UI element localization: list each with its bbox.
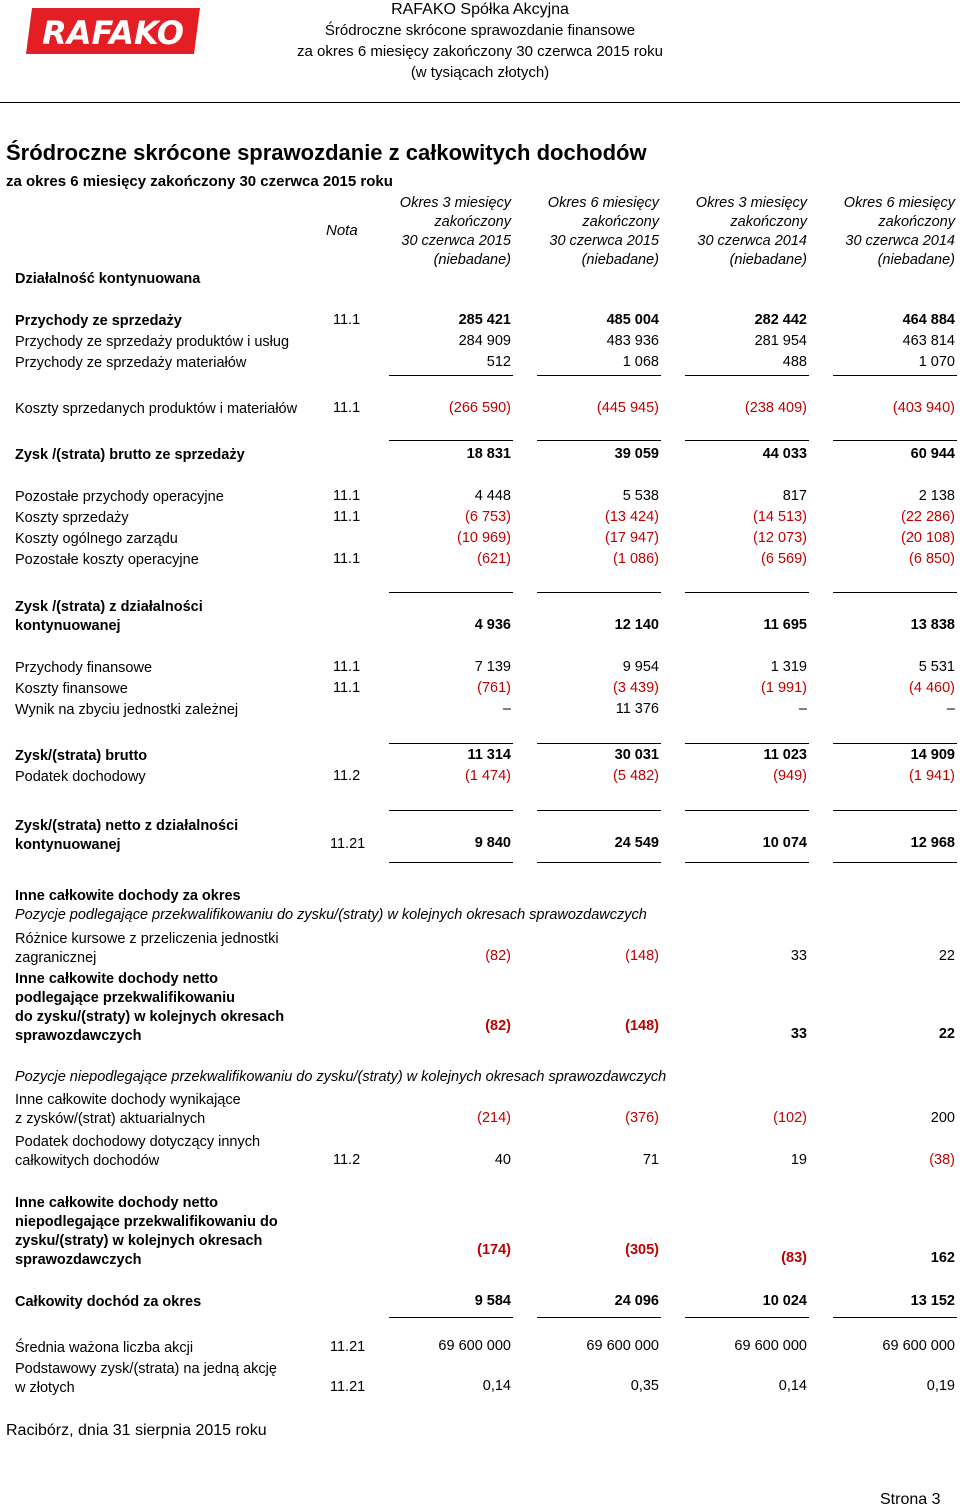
value-r1-c1: 285 421 — [458, 312, 511, 328]
value-r3-c1: 512 — [486, 354, 511, 370]
row-label: Inne całkowite dochody netto — [15, 1195, 219, 1211]
value-r14-c3: 11 023 — [763, 747, 807, 763]
value-r16-c2: 24 549 — [614, 835, 659, 851]
value-r8-c2: (17 947) — [604, 530, 659, 546]
row-label: Podatek dochodowy dotyczący innych — [15, 1134, 261, 1150]
value-r4-c2: (445 945) — [596, 400, 659, 416]
value-r3-c2: 1 068 — [622, 354, 659, 370]
value-r23-c2: 69 600 000 — [586, 1338, 659, 1354]
value-r7-c2: (13 424) — [604, 509, 659, 525]
underline-rule — [685, 1317, 809, 1318]
row-nota: 11.1 — [333, 312, 361, 328]
value-r21-c2: (305) — [625, 1242, 659, 1258]
row-label: Pozostałe koszty operacyjne — [15, 552, 199, 568]
value-r14-c2: 30 031 — [614, 747, 659, 763]
page-title: Śródroczne skrócone sprawozdanie z całkowitych dochodów — [6, 140, 647, 165]
value-r5-c1: 18 831 — [466, 446, 511, 462]
row-label: zysku/(straty) w kolejnych okresach — [15, 1233, 263, 1249]
underline-rule — [833, 743, 957, 744]
value-r21-c1: (174) — [477, 1242, 511, 1258]
underline-rule — [685, 440, 809, 441]
row-label: Koszty finansowe — [15, 681, 128, 697]
value-r19-c2: (376) — [625, 1110, 659, 1126]
value-r22-c2: 24 096 — [614, 1293, 659, 1309]
row-label: Podatek dochodowy — [15, 769, 146, 785]
underline-rule — [833, 375, 957, 376]
row-nota: 11.1 — [333, 680, 361, 696]
row-nota: 11.1 — [333, 659, 361, 675]
underline-rule — [389, 810, 513, 811]
rafako-logo — [26, 8, 200, 54]
oci-subtitle-reclassified: Pozycje podlegające przekwalifikowaniu do zysku/(straty) w kolejnych okresach sprawozdawczych — [15, 907, 647, 923]
value-r22-c3: 10 024 — [762, 1293, 807, 1309]
row-label: Przychody ze sprzedaży materiałów — [15, 355, 247, 371]
value-r8-c1: (10 969) — [456, 530, 511, 546]
report-period: za okres 6 miesięcy zakończony 30 czerwca 2015 roku — [296, 43, 663, 60]
row-label: podlegające przekwalifikowaniu — [15, 990, 235, 1006]
value-r2-c1: 284 909 — [458, 333, 511, 349]
row-label: kontynuowanej — [15, 837, 121, 853]
underline-rule — [685, 375, 809, 376]
row-label: zagranicznej — [15, 950, 97, 966]
report-name: Śródroczne skrócone sprawozdanie finansowe — [324, 22, 636, 39]
column-header-1: Okres 3 miesięcy zakończony 30 czerwca 2015 (niebadane) — [399, 195, 511, 268]
underline-rule — [685, 810, 809, 811]
value-r24-c4: 0,19 — [926, 1378, 955, 1394]
column-header-2: Okres 6 miesięcy zakończony 30 czerwca 2015 (niebadane) — [547, 195, 659, 268]
underline-rule — [685, 592, 809, 593]
value-r24-c1: 0,14 — [482, 1378, 511, 1394]
row-nota: 11.2 — [333, 768, 361, 784]
value-r6-c4: 2 138 — [918, 488, 955, 504]
row-nota: 11.2 — [333, 1152, 361, 1168]
page-number: Strona 3 — [880, 1491, 941, 1508]
value-r5-c3: 44 033 — [762, 446, 807, 462]
row-label: Zysk/(strata) netto z działalności — [15, 818, 239, 834]
underline-rule — [537, 743, 661, 744]
value-r20-c3: 19 — [790, 1152, 807, 1168]
value-r10-c1: 4 936 — [474, 617, 511, 633]
value-r15-c2: (5 482) — [613, 768, 659, 784]
value-r2-c3: 281 954 — [754, 333, 807, 349]
value-r1-c2: 485 004 — [606, 312, 659, 328]
row-label: Różnice kursowe z przeliczenia jednostki — [15, 931, 279, 947]
row-label: Inne całkowite dochody wynikające — [15, 1092, 241, 1108]
underline-rule — [537, 375, 661, 376]
value-r15-c3: (949) — [773, 768, 807, 784]
value-r9-c4: (6 850) — [909, 551, 955, 567]
value-r7-c4: (22 286) — [900, 509, 955, 525]
value-r15-c1: (1 474) — [465, 768, 511, 784]
value-r4-c1: (266 590) — [448, 400, 511, 416]
value-r2-c2: 483 936 — [606, 333, 659, 349]
row-label: całkowitych dochodów — [15, 1153, 160, 1169]
underline-rule — [833, 440, 957, 441]
value-r12-c2: (3 439) — [613, 680, 659, 696]
row-label: Zysk/(strata) brutto — [15, 748, 148, 764]
value-r9-c3: (6 569) — [761, 551, 807, 567]
value-r4-c3: (238 409) — [744, 400, 807, 416]
underline-rule — [537, 1317, 661, 1318]
value-r18-c3: 33 — [790, 1026, 807, 1042]
value-r13-c3: – — [798, 701, 807, 717]
row-label: w złotych — [15, 1380, 75, 1396]
underline-rule — [537, 810, 661, 811]
row-label: Inne całkowite dochody netto — [15, 971, 219, 987]
oci-subtitle-not-reclassified: Pozycje niepodlegające przekwalifikowaniu do zysku/(straty) w kolejnych okresach sprawozdawczych — [15, 1069, 667, 1085]
page-subtitle: za okres 6 miesięcy zakończony 30 czerwca 2015 roku — [6, 173, 393, 190]
value-r22-c1: 9 584 — [474, 1293, 511, 1309]
value-r12-c4: (4 460) — [909, 680, 955, 696]
row-label: Przychody finansowe — [15, 660, 153, 676]
value-r5-c4: 60 944 — [910, 446, 955, 462]
row-label: do zysku/(straty) w kolejnych okresach — [15, 1009, 285, 1025]
row-label: Wynik na zbyciu jednostki zależnej — [15, 702, 239, 718]
row-label: Zysk /(strata) brutto ze sprzedaży — [15, 447, 245, 463]
value-r19-c1: (214) — [477, 1110, 511, 1126]
value-r12-c3: (1 991) — [761, 680, 807, 696]
row-label: Przychody ze sprzedaży produktów i usług — [15, 334, 290, 350]
company-name: RAFAKO Spółka Akcyjna — [391, 1, 569, 18]
underline-rule — [833, 862, 957, 863]
value-r21-c3: (83) — [781, 1250, 807, 1266]
value-r6-c1: 4 448 — [474, 488, 511, 504]
logo-text: RAFAKO — [42, 14, 184, 52]
nota-header: Nota — [326, 222, 358, 239]
row-nota: 11.1 — [333, 400, 361, 416]
row-nota: 11.1 — [333, 509, 361, 525]
row-nota: 11.21 — [330, 836, 366, 852]
oci-title: Inne całkowite dochody za okres — [15, 888, 241, 904]
underline-rule — [833, 810, 957, 811]
value-r18-c1: (82) — [485, 1018, 511, 1034]
row-label: niepodlegające przekwalifikowaniu do — [15, 1214, 278, 1230]
value-r1-c4: 464 884 — [902, 312, 955, 328]
value-r3-c4: 1 070 — [918, 354, 955, 370]
value-r4-c4: (403 940) — [892, 400, 955, 416]
value-r16-c4: 12 968 — [910, 835, 955, 851]
value-r17-c3: 33 — [790, 948, 807, 964]
value-r9-c2: (1 086) — [613, 551, 659, 567]
value-r18-c4: 22 — [938, 1026, 955, 1042]
underline-rule — [389, 440, 513, 441]
value-r8-c4: (20 108) — [900, 530, 955, 546]
underline-rule — [389, 862, 513, 863]
value-r8-c3: (12 073) — [752, 530, 807, 546]
section-label: Działalność kontynuowana — [15, 271, 201, 287]
value-r10-c2: 12 140 — [614, 617, 659, 633]
value-r10-c4: 13 838 — [910, 617, 955, 633]
value-r20-c4: (38) — [929, 1152, 955, 1168]
underline-rule — [537, 862, 661, 863]
value-r24-c3: 0,14 — [778, 1378, 807, 1394]
row-label: Pozostałe przychody operacyjne — [15, 489, 224, 505]
value-r15-c4: (1 941) — [909, 768, 955, 784]
report-units: (w tysiącach złotych) — [410, 64, 550, 81]
header-divider — [0, 102, 960, 103]
value-r18-c2: (148) — [625, 1018, 659, 1034]
row-label: Zysk /(strata) z działalności — [15, 599, 203, 615]
value-r16-c3: 10 074 — [762, 835, 807, 851]
value-r7-c3: (14 513) — [752, 509, 807, 525]
value-r11-c1: 7 139 — [474, 659, 511, 675]
value-r7-c1: (6 753) — [465, 509, 511, 525]
value-r2-c4: 463 814 — [902, 333, 955, 349]
value-r13-c2: 11 376 — [615, 701, 659, 717]
value-r13-c1: – — [502, 701, 511, 717]
row-nota: 11.1 — [333, 551, 361, 567]
column-header-3: Okres 3 miesięcy zakończony 30 czerwca 2014 (niebadane) — [695, 195, 807, 268]
row-label: z zysków/(strat) aktuarialnych — [15, 1111, 206, 1127]
value-r20-c2: 71 — [642, 1152, 659, 1168]
value-r11-c4: 5 531 — [918, 659, 955, 675]
row-label: sprawozdawczych — [15, 1252, 142, 1268]
value-r10-c3: 11 695 — [763, 617, 807, 633]
underline-rule — [389, 592, 513, 593]
value-r16-c1: 9 840 — [474, 835, 511, 851]
value-r3-c3: 488 — [782, 354, 807, 370]
underline-rule — [389, 375, 513, 376]
underline-rule — [537, 440, 661, 441]
underline-rule — [833, 1317, 957, 1318]
value-r14-c1: 11 314 — [467, 747, 511, 763]
row-label: Podstawowy zysk/(strata) na jedną akcję — [15, 1361, 277, 1377]
underline-rule — [537, 592, 661, 593]
value-r11-c2: 9 954 — [622, 659, 659, 675]
underline-rule — [389, 743, 513, 744]
value-r23-c3: 69 600 000 — [734, 1338, 807, 1354]
value-r12-c1: (761) — [477, 680, 511, 696]
value-r17-c4: 22 — [938, 948, 955, 964]
row-label: Koszty ogólnego zarządu — [15, 531, 178, 547]
underline-rule — [685, 862, 809, 863]
row-nota: 11.21 — [330, 1339, 366, 1355]
value-r11-c3: 1 319 — [770, 659, 807, 675]
row-label: kontynuowanej — [15, 618, 121, 634]
value-r6-c2: 5 538 — [622, 488, 659, 504]
value-r21-c4: 162 — [930, 1250, 955, 1266]
row-label: Koszty sprzedanych produktów i materiałów — [15, 401, 298, 417]
value-r9-c1: (621) — [477, 551, 511, 567]
value-r23-c1: 69 600 000 — [438, 1338, 511, 1354]
value-r22-c4: 13 152 — [910, 1293, 955, 1309]
place-date: Racibórz, dnia 31 sierpnia 2015 roku — [6, 1422, 267, 1439]
value-r19-c3: (102) — [773, 1110, 807, 1126]
value-r19-c4: 200 — [930, 1110, 955, 1126]
row-nota: 11.1 — [333, 488, 361, 504]
column-header-4: Okres 6 miesięcy zakończony 30 czerwca 2014 (niebadane) — [843, 195, 955, 268]
value-r20-c1: 40 — [494, 1152, 511, 1168]
value-r5-c2: 39 059 — [614, 446, 659, 462]
row-label: Średnia ważona liczba akcji — [15, 1340, 194, 1356]
row-label: Całkowity dochód za okres — [15, 1294, 202, 1310]
row-label: Koszty sprzedaży — [15, 510, 129, 526]
underline-rule — [685, 743, 809, 744]
row-label: sprawozdawczych — [15, 1028, 142, 1044]
row-nota: 11.21 — [330, 1379, 366, 1395]
underline-rule — [833, 592, 957, 593]
value-r14-c4: 14 909 — [910, 747, 955, 763]
value-r17-c1: (82) — [485, 948, 511, 964]
value-r17-c2: (148) — [625, 948, 659, 964]
underline-rule — [389, 1317, 513, 1318]
value-r1-c3: 282 442 — [754, 312, 807, 328]
value-r13-c4: – — [946, 701, 955, 717]
value-r23-c4: 69 600 000 — [882, 1338, 955, 1354]
row-label: Przychody ze sprzedaży — [15, 313, 182, 329]
value-r6-c3: 817 — [782, 488, 807, 504]
value-r24-c2: 0,35 — [630, 1378, 659, 1394]
